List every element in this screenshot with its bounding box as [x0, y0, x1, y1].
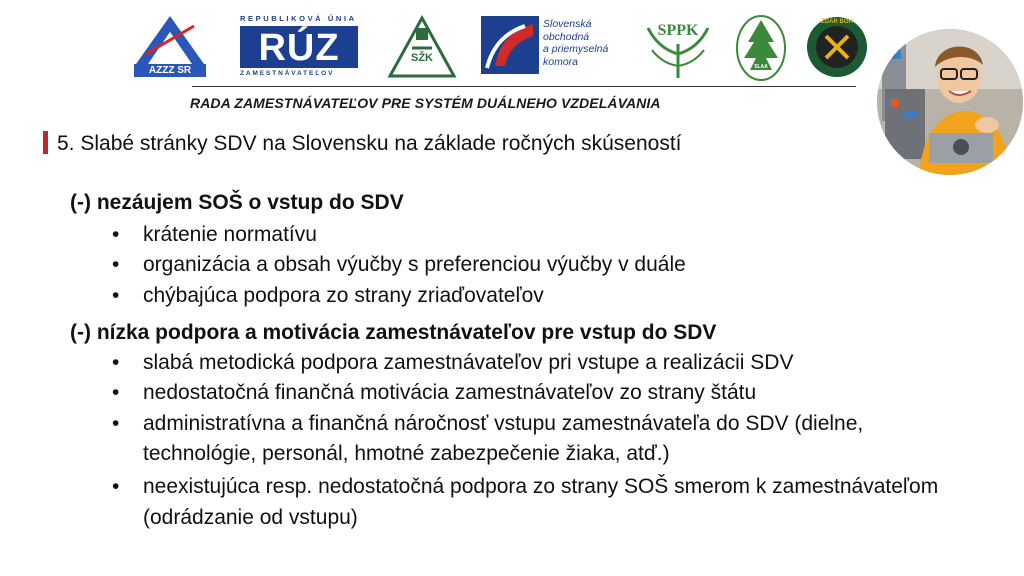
forestry-label: SLAA: [754, 64, 768, 70]
bullet-text: technológie, personál, hmotné zabezpečenie žiaka, atď.): [143, 442, 670, 465]
sopk-line-1: Slovenská: [543, 18, 592, 30]
section-heading-1: (-) nezáujem SOŠ o vstup do SDV: [70, 191, 404, 214]
bullet-text: neexistujúca resp. nedostatočná podpora zo strany SOŠ smerom k zamestnávateľom: [143, 475, 939, 498]
header-divider: [192, 86, 856, 87]
ruz-logo: [240, 14, 358, 78]
sopk-line-3: a priemyselná: [543, 43, 609, 55]
ruz-main-text: RÚZ: [240, 26, 358, 68]
student-photo: [877, 29, 1023, 175]
title-accent-bar: [43, 131, 48, 154]
azzz-logo: [132, 14, 208, 78]
slide-title: 5. Slabé stránky SDV na Slovensku na základe ročných skúseností: [57, 132, 682, 155]
student-at-machine-image: [877, 29, 1023, 175]
sppk-label: SPPK: [657, 22, 699, 39]
ruz-top-text: REPUBLIKOVÁ ÚNIA: [240, 14, 357, 23]
sopk-name: [543, 18, 608, 68]
szk-triangle-icon: [386, 14, 458, 80]
bullet-text: administratívna a finančná náročnosť vstupu zamestnávateľa do SDV (dielne,: [143, 412, 864, 435]
mining-label: ZDAR BOH: [821, 19, 853, 25]
szk-label: SŽK: [411, 52, 433, 64]
sopk-line-2: obchodná: [543, 30, 590, 43]
bullet-text: (odrádzanie od vstupu): [143, 506, 358, 529]
mining-emblem-icon: [806, 16, 868, 78]
sopk-emblem-icon: [481, 16, 539, 74]
bullet-icon: •: [112, 475, 120, 498]
bullet-text: nedostatočná finančná motivácia zamestnávateľov zo strany štátu: [143, 381, 757, 404]
tree-icon: [734, 12, 788, 82]
bullet-icon: •: [112, 223, 120, 246]
sppk-logo: [634, 14, 722, 80]
bullet-icon: •: [112, 284, 120, 307]
council-title: RADA ZAMESTNÁVATEĽOV PRE SYSTÉM DUÁLNEHO VZDELÁVANIA: [190, 95, 661, 111]
forestry-logo: [734, 12, 788, 82]
szk-logo: [386, 14, 458, 80]
bullet-icon: •: [112, 412, 120, 435]
bullet-icon: •: [112, 351, 120, 374]
bullet-icon: •: [112, 381, 120, 404]
ruz-bottom-text: ZAMESTNÁVATEĽOV: [240, 70, 335, 77]
mining-logo: [806, 16, 868, 78]
bullet-text: slabá metodická podpora zamestnávateľov pri vstupe a realizácii SDV: [143, 351, 794, 374]
sopk-logo: [481, 16, 621, 76]
section-heading-2: (-) nízka podpora a motivácia zamestnávateľov pre vstup do SDV: [70, 321, 717, 344]
bullet-text: krátenie normatívu: [143, 223, 317, 246]
azzz-label: AZZZ SR: [148, 65, 192, 76]
sopk-line-4: komora: [543, 55, 579, 68]
bullet-text: chýbajúca podpora zo strany zriaďovateľov: [143, 284, 544, 307]
bullet-text: organizácia a obsah výučby s preferenciou výučby v duále: [143, 253, 686, 276]
bullet-icon: •: [112, 253, 120, 276]
